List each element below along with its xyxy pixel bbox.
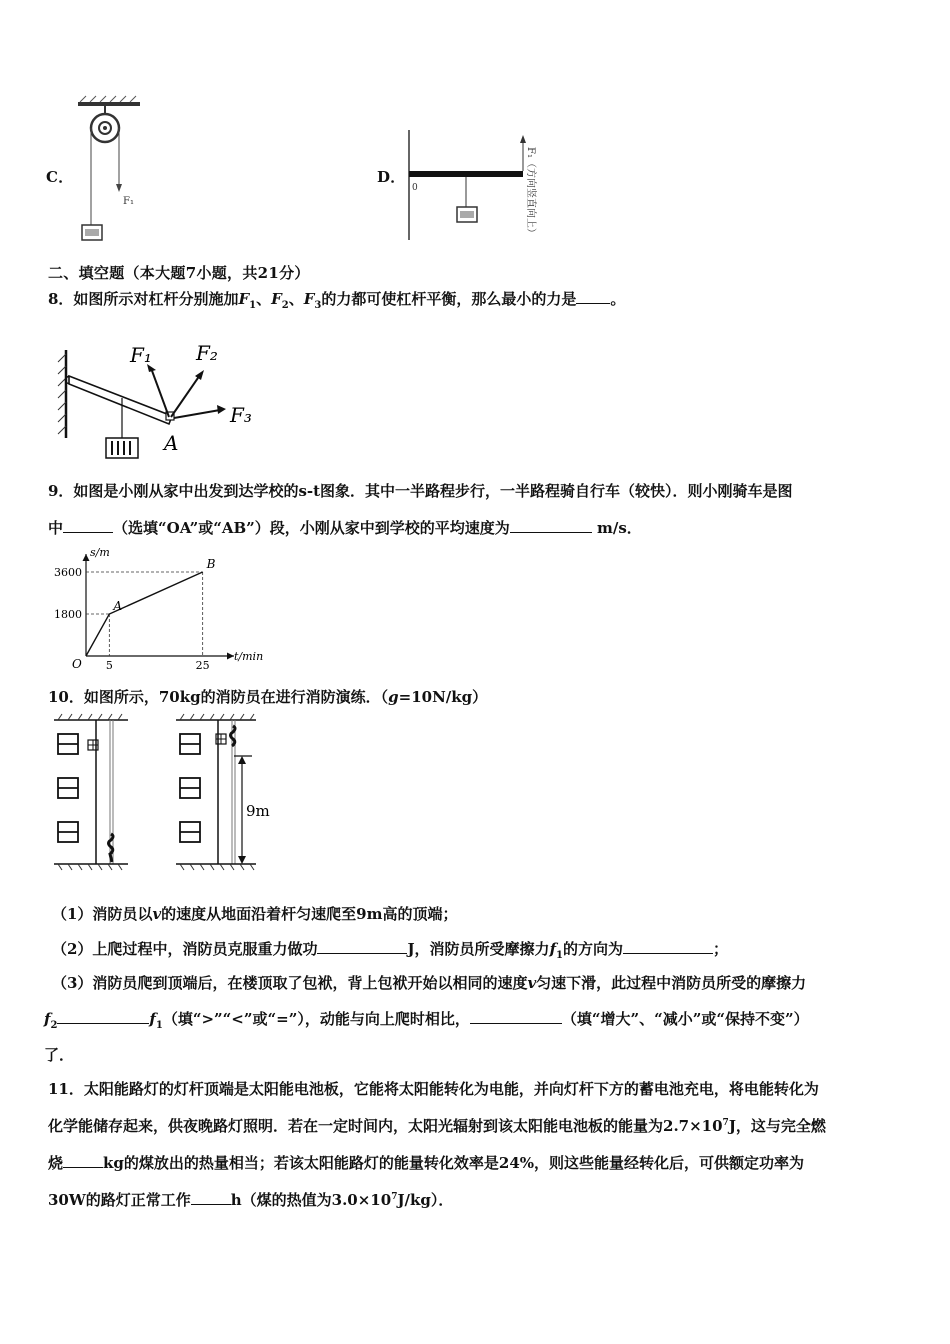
y-axis-label: s/m [90,546,110,559]
point-label-A: A [113,599,123,613]
option-d-force-label: F₁（方向竖直向上） [525,147,536,238]
option-d-label: D． [377,168,406,186]
q10-friction-direction-blank[interactable] [623,939,713,954]
q10-part3-line2: $f_2$ $f_1$（填“>”“<”或“=”），动能与向上爬时相比， （填“增大”、“减小”或“保持不变”） [44,1010,809,1031]
q10-firefighter-figure [46,712,291,872]
q10-height-label: 9m [246,802,270,820]
q11-time-blank[interactable] [191,1190,231,1205]
q9-segment-blank[interactable] [63,518,113,533]
q9-st-chart [42,544,264,672]
q9-line1: 9．如图是小刚从家中出发到达学校的s-t图象．其中一半路程步行，一半路程骑自行车（较快）．则小刚骑车是图 [48,482,793,500]
q10-kinetic-energy-blank[interactable] [470,1009,562,1024]
q10-work-blank[interactable] [317,939,407,954]
q9-line2: 中 （选填“OA”或“AB”）段，小刚从家中到学校的平均速度为 m/s． [48,519,642,537]
q11-line3: 烧 kg的煤放出的热量相当；若该太阳能路灯的能量转化效率是24%，则这些能量经转化后，可供额定功率为 [48,1154,805,1172]
y-tick-label-1: 3600 [54,566,82,579]
q11-line1: 11．太阳能路灯的灯杆顶端是太阳能电池板，它能将太阳能转化为电能，并向灯杆下方的蓄电池充电，将电能转化为 [48,1080,819,1098]
q11-line2: 化学能储存起来，供夜晚路灯照明．若在一定时间内，太阳光辐射到该太阳能电池板的能量为$2.7\times 10^7J$，这与完全燃 [48,1117,826,1135]
option-d-origin-label: 0 [412,183,418,193]
q8-f3-label: F₃ [230,403,252,427]
option-c-label: C． [46,168,74,186]
q10-part2: （2）上爬过程中，消防员克服重力做功 J，消防员所受摩擦力$f_1$的方向为 ； [52,940,729,961]
q10-compare-blank[interactable] [57,1009,149,1024]
q10-stem: 10．如图所示，70kg的消防员在进行消防演练．（g=10N/kg） [48,688,488,706]
q8-point-a-label: A [164,431,179,455]
q10-part3-line1: （3）消防员爬到顶端后，在楼顶取了包袱，背上包袱开始以相同的速度v匀速下滑，此过程中消防员所受的摩擦力 [52,974,807,992]
q11-coal-mass-blank[interactable] [63,1153,103,1168]
x-axis-label: t/min [234,650,264,663]
point-label-B: B [206,557,216,571]
x-tick-label-1: 25 [195,659,210,672]
q9-speed-blank[interactable] [510,518,592,533]
option-c-pulley-figure [70,100,150,245]
y-tick-label-0: 1800 [54,608,82,621]
q8-f1-label: F₁ [130,343,152,367]
q8-f2-label: F₂ [196,341,218,365]
q8-answer-blank[interactable] [576,289,610,304]
point-label-O: O [72,657,82,671]
q10-part1: （1）消防员以v的速度从地面沿着杆匀速爬至9m高的顶端； [52,905,458,923]
q8-stem: 8．如图所示对杠杆分别施加$F_1$、$F_2$、$F_3$的力都可使杠杆平衡，那么最小的力是 。 [48,290,626,311]
section-heading: 二、填空题（本大题7小题，共21分） [48,264,310,282]
q11-line4: 30W的路灯正常工作 h（煤的热值为$3.0\times 10^7J/kg$）． [48,1191,454,1209]
x-tick-label-0: 5 [105,659,113,672]
q10-part3-line3: 了． [44,1046,75,1064]
option-c-force-label: F₁ [123,196,134,207]
q8-lever-figure [50,338,270,463]
option-d-lever-figure [400,125,545,245]
